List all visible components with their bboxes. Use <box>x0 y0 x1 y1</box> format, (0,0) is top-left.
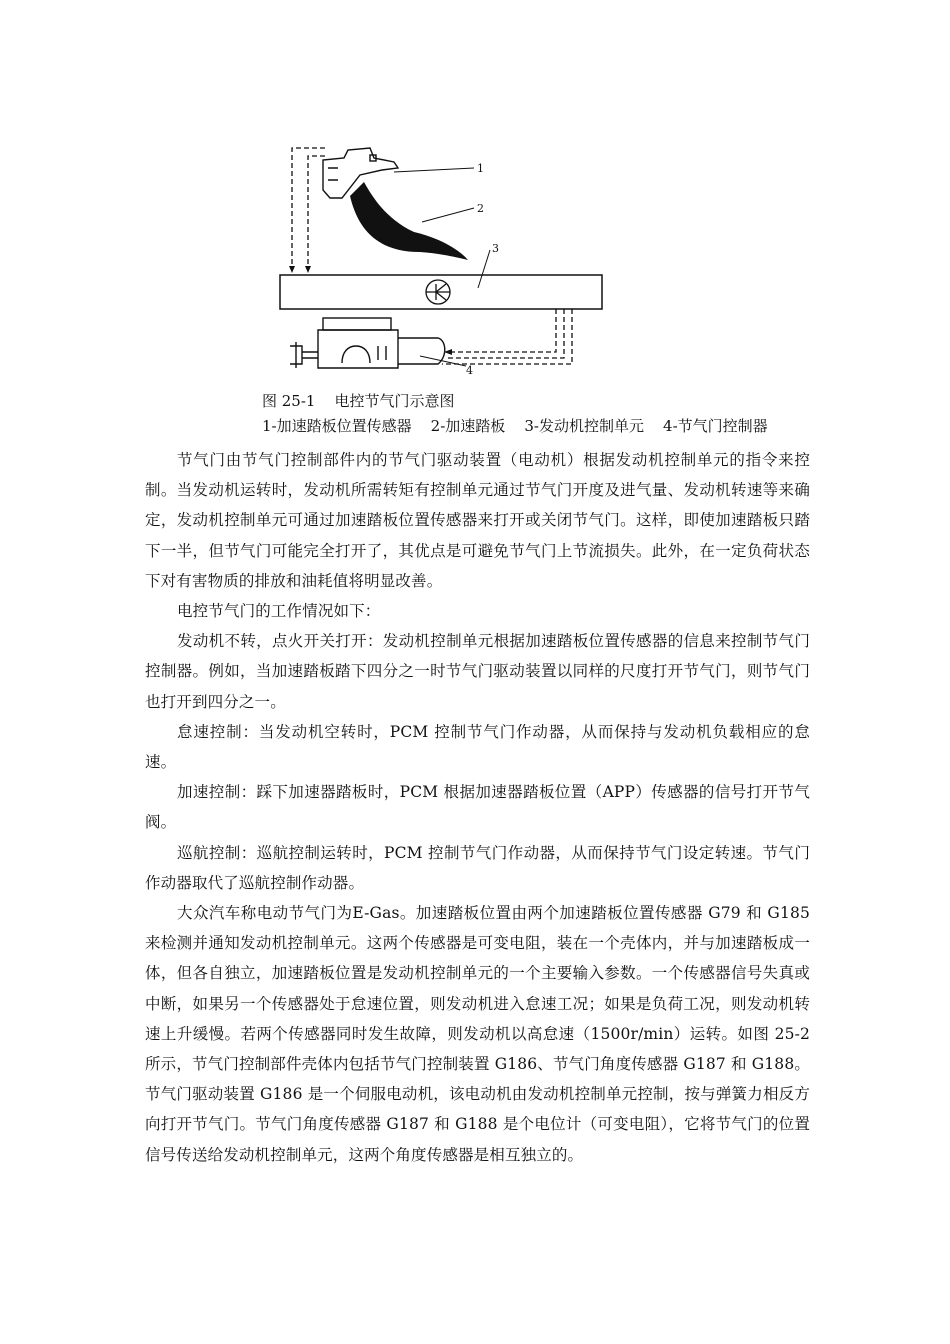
figure-caption: 图 25-1 电控节气门示意图 <box>262 392 455 410</box>
callout-labels <box>466 162 499 377</box>
paragraph: 加速控制：踩下加速器踏板时，PCM 根据加速器踏板位置（APP）传感器的信号打开节气阀。 <box>145 783 810 832</box>
paragraph: 发动机不转，点火开关打开：发动机控制单元根据加速踏板位置传感器的信息来控制节气门控制器。例如，当加速踏板踏下四分之一时节气门驱动装置以同样的尺度打开节气门，则节气门也打开到四分之一。 <box>145 632 810 711</box>
throttle-controller <box>290 318 445 368</box>
callout-4: 4 <box>466 364 473 377</box>
callout-2: 2 <box>477 202 484 215</box>
paragraph: 巡航控制：巡航控制运转时，PCM 控制节气门作动器，从而保持节气门设定转速。节气门作动器取代了巡航控制作动器。 <box>145 843 810 892</box>
throttle-diagram <box>270 120 620 385</box>
paragraph: 怠速控制：当发动机空转时，PCM 控制节气门作动器，从而保持与发动机负载相应的怠速。 <box>145 722 810 772</box>
body-text <box>145 445 810 1170</box>
callout-1: 1 <box>477 162 484 175</box>
sensor-signal-lines <box>292 148 325 270</box>
callout-3: 3 <box>492 242 499 255</box>
paragraph: 大众汽车称电动节气门为E-Gas。加速踏板位置由两个加速踏板位置传感器 G79 和 G185 来检测并通知发动机控制单元。这两个传感器是可变电阻，装在一个壳体内，并与加速踏板成一体，但各自独立，加速踏板位置是发动机控制单元的一个主要输入参数。一个传感器信号失真或中断，如果另一个传感器处于怠速位置，则发动机进入怠速工况；如果是负荷工况，则发动机转速上升缓慢。若两个传感器同时发生故障，则发动机以高怠速（1500r/min）运转。如图 25-2 所示，节气门控制部件壳体内包括节气门控制装置 G186、节气门角度传感器 G187 和 G188。节气门驱动装置 G186 是一个伺服电动机，该电动机由发动机控制单元控制，按与弹簧力相反方向打开节气门。节气门角度传感器 G187 和 G188 是个电位计（可变电阻），它将节气门的位置信号传送给发动机控制单元，这两个角度传感器是相互独立的。 <box>145 904 810 1164</box>
paragraph: 节气门由节气门控制部件内的节气门驱动装置（电动机）根据发动机控制单元的指令来控制。当发动机运转时，发动机所需转矩有控制单元通过节气门开度及进气量、发动机转速等来确定，发动机控制单元可通过加速踏板位置传感器来打开或关闭节气门。这样，即使加速踏板只踏下一半，但节气门可能完全打开了，其优点是可避免节气门上节流损失。此外，在一定负荷状态下对有害物质的排放和油耗值将明显改善。 <box>145 451 810 590</box>
callout-leaders <box>394 168 490 366</box>
paragraph: 电控节气门的工作情况如下： <box>177 602 381 621</box>
ecu-symbol-icon <box>426 280 450 304</box>
accelerator-pedal <box>350 182 468 260</box>
signal-arrowhead <box>289 266 295 273</box>
signal-arrowhead <box>305 266 311 273</box>
control-signal-lines <box>442 309 572 364</box>
figure-legend: 1-加速踏板位置传感器 2-加速踏板 3-发动机控制单元 4-节气门控制器 <box>262 417 768 435</box>
